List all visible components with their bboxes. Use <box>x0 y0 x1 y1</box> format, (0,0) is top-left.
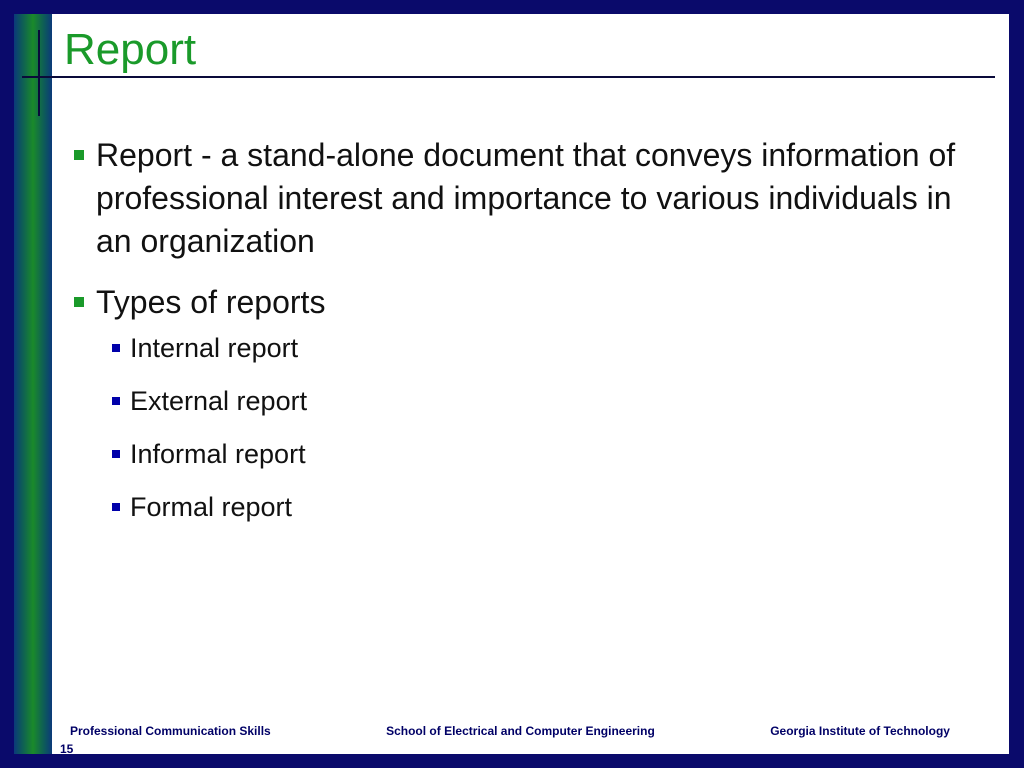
square-bullet-icon <box>74 297 84 307</box>
sub-bullet-list <box>96 332 974 523</box>
sub-bullet-item <box>112 332 974 364</box>
bullet-item <box>74 281 974 523</box>
sub-bullet-text: Internal report <box>130 333 299 363</box>
slide-footer <box>70 724 950 738</box>
footer-school: School of Electrical and Computer Engineering <box>386 724 655 738</box>
left-decorative-band <box>14 14 52 754</box>
sub-bullet-item <box>112 385 974 417</box>
square-bullet-icon <box>112 503 120 511</box>
footer-course: Professional Communication Skills <box>70 724 271 738</box>
slide-title: Report <box>64 25 197 74</box>
square-bullet-icon <box>112 397 120 405</box>
title-underline <box>22 76 995 78</box>
sub-bullet-item <box>112 438 974 470</box>
title-vertical-rule <box>38 30 40 116</box>
bullet-text: Report - a stand-alone document that conveys information of professional interest and importance to various individuals in an organization <box>96 137 956 259</box>
sub-bullet-text: Informal report <box>130 439 306 469</box>
bullet-list <box>74 134 974 544</box>
sub-bullet-item <box>112 491 974 523</box>
square-bullet-icon <box>74 150 84 160</box>
square-bullet-icon <box>112 450 120 458</box>
sub-bullet-text: External report <box>130 386 308 416</box>
footer-institute: Georgia Institute of Technology <box>770 724 950 738</box>
sub-bullet-text: Formal report <box>130 492 293 522</box>
bullet-item <box>74 134 974 263</box>
square-bullet-icon <box>112 344 120 352</box>
bullet-text: Types of reports <box>96 284 326 320</box>
page-number: 15 <box>60 742 74 756</box>
